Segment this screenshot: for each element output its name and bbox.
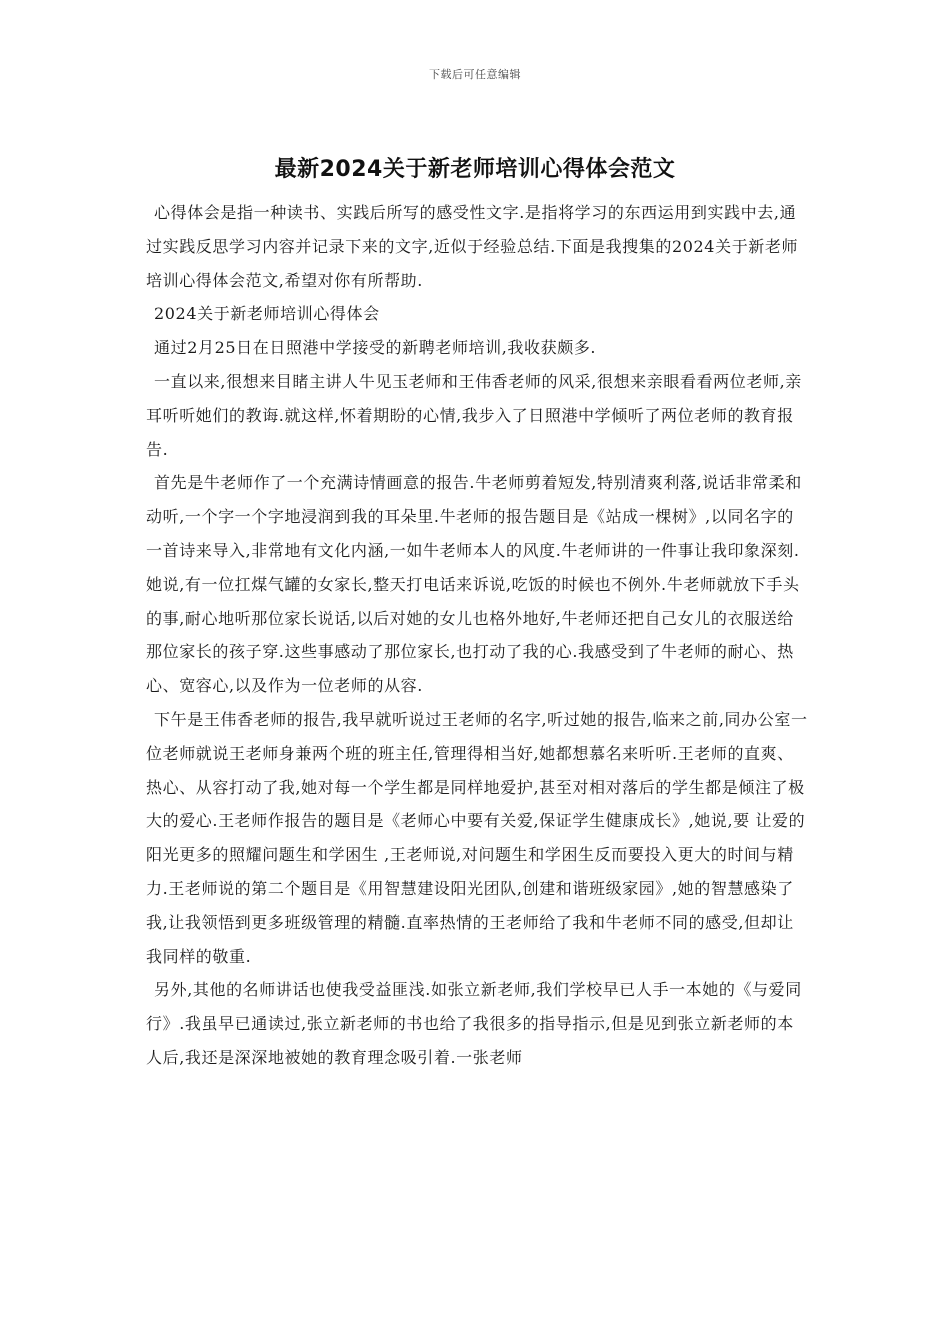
paragraph-intro: 心得体会是指一种读书、实践后所写的感受性文字.是指将学习的东西运用到实践中去,通过实践反思学习内容并记录下来的文字,近似于经验总结.下面是我搜集的2024关于新老师培训心得体会范文,希望对你有所帮助.: [146, 203, 799, 290]
paragraph-niu-report: 首先是牛老师作了一个充满诗情画意的报告.牛老师剪着短发,特别清爽利落,说话非常柔和动听,一个字一个字地浸润到我的耳朵里.牛老师的报告题目是《站成一棵树》,以同名字的一首诗来导入,非常地有文化内涵,一如牛老师本人的风度.牛老师讲的一件事让我印象深刻.她说,有一位扛煤气罐的女家长,整天打电话来诉说,吃饭的时候也不例外.牛老师就放下手头的事,耐心地听那位家长说话,以后对她的女儿也格外地好,牛老师还把自己女儿的衣服送给那位家长的孩子穿.这些事感动了那位家长,也打动了我的心.我感受到了牛老师的耐心、热心、宽容心,以及作为一位老师的从容.: [146, 473, 802, 696]
paragraph-other-teachers: 另外,其他的名师讲话也使我受益匪浅.如张立新老师,我们学校早已人手一本她的《与爱同行》.我虽早已通读过,张立新老师的书也给了我很多的指导指示,但是见到张立新老师的本人后,我还是深深地被她的教育理念吸引着.一张老师: [146, 980, 802, 1067]
page-header-note: 下载后可任意编辑: [429, 68, 521, 81]
paragraph-anticipation: 一直以来,很想来目睹主讲人牛见玉老师和王伟香老师的风采,很想来亲眼看看两位老师,亲耳听听她们的教诲.就这样,怀着期盼的心情,我步入了日照港中学倾听了两位老师的教育报告.: [146, 371, 802, 459]
document-title: 最新2024关于新老师培训心得体会范文: [274, 157, 676, 182]
document-body: [146, 196, 810, 1075]
paragraph-wang-report: 下午是王伟香老师的报告,我早就听说过王老师的名字,听过她的报告,临来之前,同办公室一位老师就说王老师身兼两个班的班主任,管理得相当好,她都想慕名来听听.王老师的直爽、热心、从容打动了我,她对每一个学生都是同样地爱护,甚至对相对落后的学生都是倾注了极大的爱心.王老师作报告的题目是《老师心中要有关爱,保证学生健康成长》,她说,要 让爱的阳光更多的照耀问题生和学困生 ,王老师说,对问题生和学困生反而要投入更大的时间与精力.王老师说的第二个题目是《用智慧建设阳光团队,创建和谐班级家园》,她的智慧感染了我,让我领悟到更多班级管理的精髓.直率热情的王老师给了我和牛老师不同的感受,但却让我同样的敬重.: [146, 709, 808, 966]
paragraph-training: 通过2月25日在日照港中学接受的新聘老师培训,我收获颇多.: [154, 338, 597, 358]
paragraph-subtitle: 2024关于新老师培训心得体会: [154, 304, 380, 324]
